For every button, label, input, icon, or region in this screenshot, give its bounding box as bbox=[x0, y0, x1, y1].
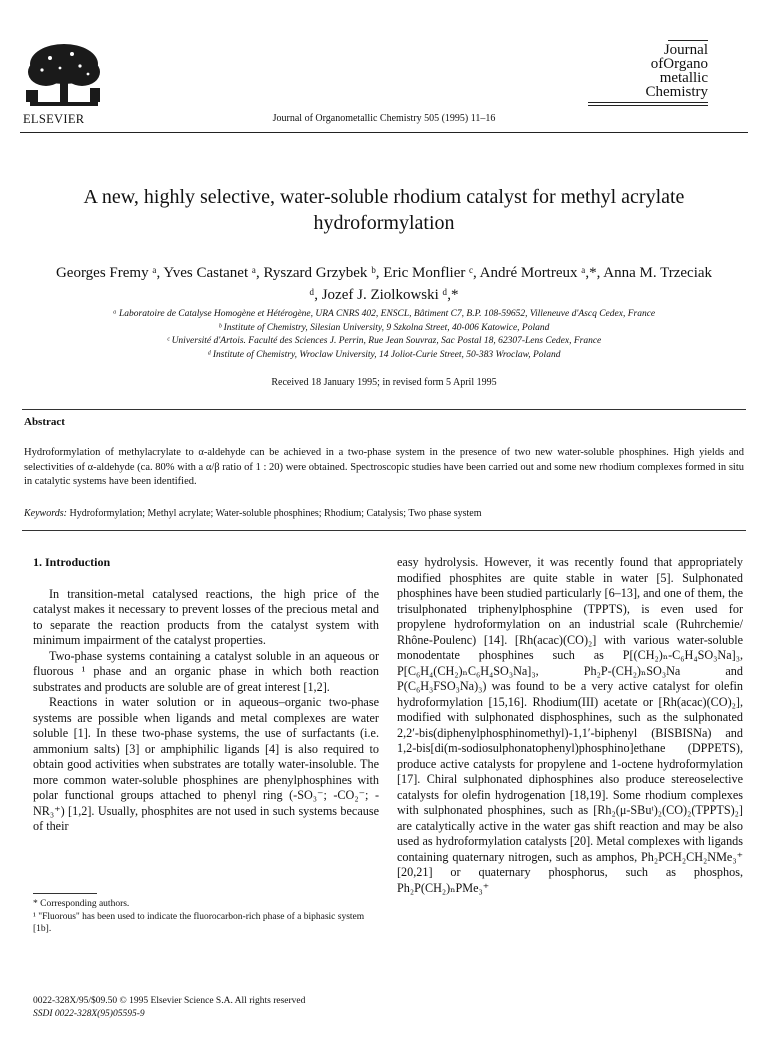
copyright-line: 0022-328X/95/$09.50 © 1995 Elsevier Science S.A. All rights reserved bbox=[33, 996, 306, 1006]
abstract-top-rule bbox=[22, 409, 746, 410]
keywords-list: Hydroformylation; Methyl acrylate; Water-soluble phosphines; Rhodium; Catalysis; Two phase system bbox=[69, 508, 482, 519]
journal-logo bbox=[588, 40, 708, 108]
affiliation-b: ᵇ Institute of Chemistry, Silesian University, 9 Szkolna Street, 40-006 Katowice, Poland bbox=[218, 322, 550, 333]
footnote-rule bbox=[33, 893, 97, 894]
keywords-label: Keywords: bbox=[24, 508, 67, 519]
affiliation-a: ᵃ Laboratoire de Catalyse Homogène et Hétérogène, URA CNRS 402, ENSCL, Bâtiment C7, B.P. 108-59652, Villeneuve d'Ascq Cedex, France bbox=[112, 309, 656, 319]
journal-logo-line-3: metallic bbox=[659, 70, 708, 86]
article-title: A new, highly selective, water-soluble rhodium catalyst for methyl acrylate hydroformylation bbox=[83, 186, 685, 234]
author-list: Georges Fremy ᵃ, Yves Castanet ᵃ, Ryszard Grzybek ᵇ, Eric Monflier ᶜ, André Mortreux ᵃ,*, Anna M. Trzeciak ᵈ, Jozef J. Ziolkowski ᵈ,* bbox=[55, 265, 713, 303]
journal-logo-line-2: ofOrgano bbox=[650, 56, 708, 72]
affiliation-d: ᵈ Institute of Chemistry, Wroclaw University, 14 Joliot-Curie Street, 50-383 Wroclaw, Poland bbox=[207, 349, 561, 360]
paragraph: In transition-metal catalysed reactions, the high price of the catalyst makes it necessary to prevent losses of the precious metal and to separate the reaction products from the catalyst system with minimum impairment of the catalyst properties. bbox=[33, 586, 379, 647]
abstract-text: Hydroformylation of methylacrylate to α-aldehyde can be achieved in a two-phase system in the presence of two new water-soluble phosphines. High yields and selectivities of α-aldehyde (ca. 80% with a α/β ratio of 1 : 20) were obtained. Spectroscopic studies have been carried out and some new rhodium complexes formed in situ in catalytic systems have been identified. bbox=[24, 447, 744, 488]
right-column bbox=[397, 555, 743, 896]
ssdi-line: SSDI 0022-328X(95)05595-9 bbox=[33, 1009, 145, 1019]
affiliation-c: ᶜ Université d'Artois. Faculté des Sciences J. Perrin, Rue Jean Souvraz, Sac Postal 18, 62307-Lens Cedex, France bbox=[166, 336, 602, 346]
header-rule bbox=[20, 132, 748, 133]
publisher-name: ELSEVIER bbox=[23, 112, 85, 126]
paragraph: easy hydrolysis. However, it was recently found that appropriately modified phosphites are quite stable in water [5]. Sulphonated phosphines have been studied particularly [6–13], and one of them, the trisulphonated triphenylphosphine (TPPTS), is even used for propylene hydroformylation on an industrial scale (Ruhrchemie/ Rhône-Poulenc) [14]. [Rh(acac)(CO)₂] with various water-soluble monodentate phosphines such as P[(CH₂)ₙ-C₆H₄SO₃Na]₃, P[C₆H₄(CH₂)ₙC₆H₄SO₃Na]₃, Ph₂P-(CH₂)ₙSO₃Na and P(C₆H₃FSO₃Na)₃) was found to be a very active catalyst for olefin hydroformylation [15,16]. Rhodium(III) acetate or [Rh(acac)(CO)₂], modified with sulphonated disphosphines, such as the sulphonated 2,2′-bis(diphenylphosphinomethyl)-1,1′-biphenyl (BISBISNa) and 1,2-bis[di(m-sodiosulphonatophenyl)phosphino]ethane (DPPETS), produce active catalysts for propylene and 1-octene hydroformylation [17]. Chiral sulphonated diphosphines also produce stereoselective catalysts for olefin hydrogenation [18,19]. Some rhodium complexes with sulphonated phosphines, such as [Rh₂(μ-SBuᵗ)₂(CO)₂(TPPTS)₂] are catalytically active in the water gas shift reaction and may be also used as hydroformylation catalysts [20]. Metal complexes with ligands containing quaternary nitrogen, such as amphos, Ph₂PCH₂CH₂NMe₃⁺ [20,21] or quaternary phosphorus, such as phosphos, Ph₂P(CH₂)ₙPMe₃⁺ bbox=[397, 555, 743, 895]
left-column bbox=[33, 555, 379, 835]
abstract-heading: Abstract bbox=[24, 416, 65, 428]
paragraph: Two-phase systems containing a catalyst soluble in an aqueous or fluorous ¹ phase and an organic phase in which both reaction substrates and products are soluble are of great interest [1,2]. bbox=[33, 648, 379, 694]
abstract-bottom-rule bbox=[22, 530, 746, 531]
keywords bbox=[24, 508, 744, 519]
journal-logo-line-4: Chemistry bbox=[645, 84, 708, 100]
elsevier-tree-logo bbox=[20, 40, 108, 112]
footnote-fluorous: ¹ "Fluorous" has been used to indicate the fluorocarbon-rich phase of a biphasic system [1b]. bbox=[33, 911, 365, 934]
copyright-block bbox=[33, 995, 453, 1021]
received-dates: Received 18 January 1995; in revised form 5 April 1995 bbox=[271, 377, 497, 388]
affiliations bbox=[26, 308, 742, 362]
footnotes bbox=[33, 898, 379, 936]
journal-citation: Journal of Organometallic Chemistry 505 (1995) 11–16 bbox=[272, 113, 496, 124]
footnote-corresponding: * Corresponding authors. bbox=[33, 899, 130, 909]
paragraph: Reactions in water solution or in aqueous–organic two-phase systems are possible when ligands and metal complexes are water soluble [1]. In these two-phase systems, the use of surfactants (i.e. ammonium salts) [3] or amphiphilic ligands [4] is also required to obtain good activities when substrates are totally water-insoluble. The more common water-soluble phosphines are phenylphosphines with polar functional groups attached to phenyl ring (-SO₃⁻; -CO₂⁻; -NR₃⁺) [1,2]. Usually, phosphites are not used in such systems because of their bbox=[33, 695, 379, 833]
journal-logo-line-1: Journal bbox=[663, 42, 708, 58]
section-heading: 1. Introduction bbox=[33, 555, 111, 569]
